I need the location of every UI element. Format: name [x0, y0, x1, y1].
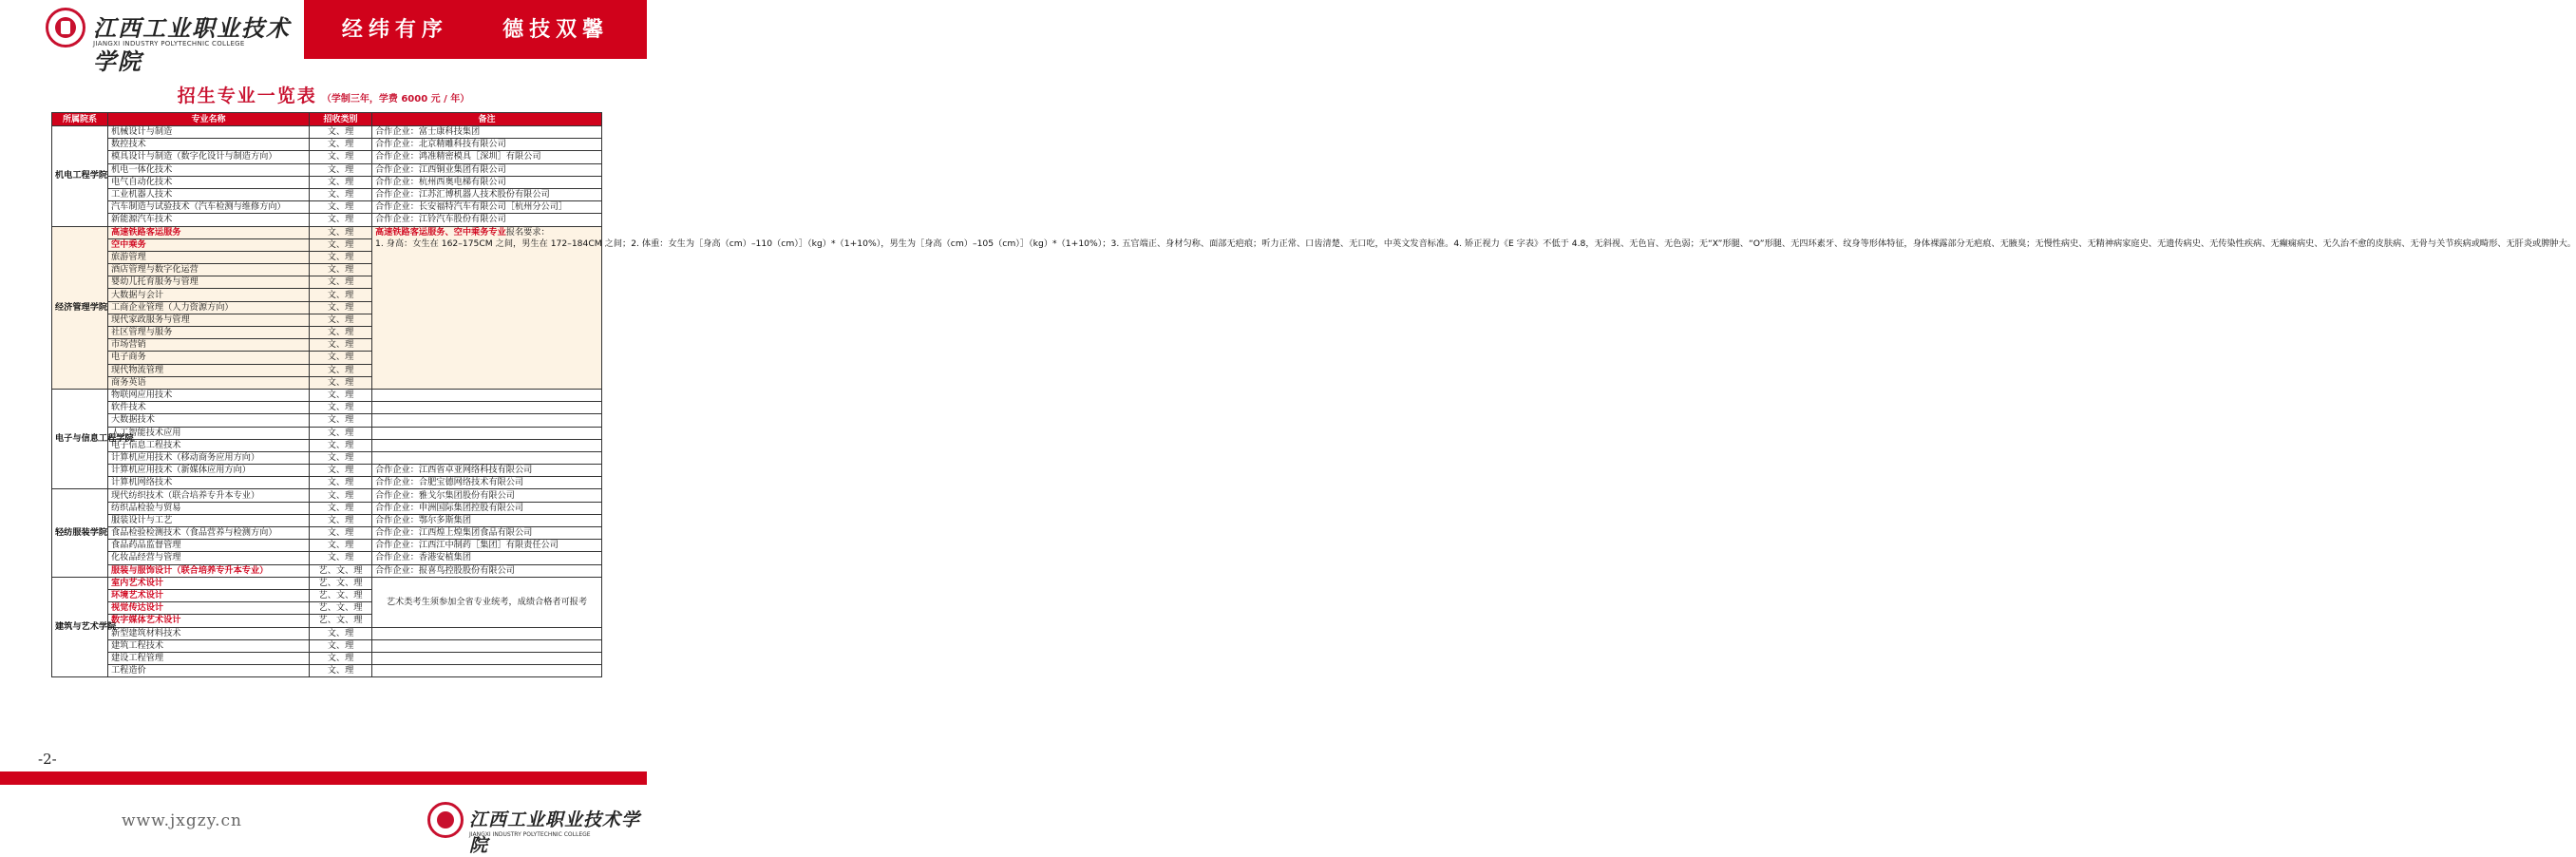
major-name: 软件技术 — [108, 402, 310, 414]
page-header — [0, 0, 647, 75]
major-name: 酒店管理与数字化运营 — [108, 264, 310, 276]
major-name: 商务英语 — [108, 376, 310, 389]
slogan-right: 德技双馨 — [502, 17, 610, 42]
table-row — [52, 627, 602, 639]
major-name: 现代家政服务与管理 — [108, 314, 310, 326]
department-cell: 轻纺服装学院 — [52, 489, 108, 577]
table-row — [52, 214, 602, 226]
table-row — [52, 540, 602, 552]
major-name: 人工智能技术应用 — [108, 427, 310, 439]
major-name: 现代物流管理 — [108, 364, 310, 376]
admission-type: 艺、文、理 — [310, 602, 372, 615]
page-title — [0, 82, 647, 107]
major-name: 机电一体化技术 — [108, 163, 310, 176]
note-cell — [372, 639, 602, 652]
majors-table — [51, 112, 2576, 677]
table-header-row — [52, 113, 602, 126]
website-link[interactable]: www.jxgzy.cn — [122, 811, 242, 830]
admission-type: 文、理 — [310, 427, 372, 439]
table-row — [52, 439, 602, 451]
admission-type: 文、理 — [310, 339, 372, 352]
major-name: 电子商务 — [108, 352, 310, 364]
major-name: 市场营销 — [108, 339, 310, 352]
admission-type: 文、理 — [310, 489, 372, 502]
col-header-type: 招收类别 — [310, 113, 372, 126]
major-name: 大数据与会计 — [108, 289, 310, 301]
table-row — [52, 414, 602, 427]
admission-type: 文、理 — [310, 352, 372, 364]
department-cell: 电子与信息工程学院 — [52, 389, 108, 489]
col-header-department: 所属院系 — [52, 113, 108, 126]
major-name: 模具设计与制造（数字化设计与制造方向） — [108, 151, 310, 163]
admission-type: 文、理 — [310, 276, 372, 289]
table-row — [52, 527, 602, 540]
requirements-lead: 高速铁路客运服务、空中乘务专业 — [375, 226, 506, 238]
partner-note: 合作企业：雅戈尔集团股份有限公司 — [372, 489, 602, 502]
admission-type: 文、理 — [310, 188, 372, 200]
table-row — [52, 176, 602, 188]
admission-type: 文、理 — [310, 301, 372, 314]
page-number: -2- — [38, 751, 57, 768]
major-name: 化妆品经营与管理 — [108, 552, 310, 564]
admission-type: 文、理 — [310, 201, 372, 214]
footer-red-bar — [0, 771, 647, 785]
major-name: 现代纺织技术（联合培养专升本专业） — [108, 489, 310, 502]
major-name: 机械设计与制造 — [108, 126, 310, 139]
table-row — [52, 201, 602, 214]
partner-note: 合作企业：鄂尔多斯集团 — [372, 514, 602, 526]
table-row — [52, 188, 602, 200]
partner-note — [372, 402, 602, 414]
table-row — [52, 564, 602, 577]
major-name: 社区管理与服务 — [108, 327, 310, 339]
admission-type: 文、理 — [310, 214, 372, 226]
major-name: 电子信息工程技术 — [108, 439, 310, 451]
major-name: 物联网应用技术 — [108, 389, 310, 401]
slogan — [304, 13, 647, 43]
partner-note — [372, 389, 602, 401]
partner-note: 合作企业：香港安植集团 — [372, 552, 602, 564]
table-row — [52, 577, 602, 589]
table-row — [52, 652, 602, 664]
admission-type: 文、理 — [310, 264, 372, 276]
major-name: 婴幼儿托育服务与管理 — [108, 276, 310, 289]
department-cell: 建筑与艺术学院 — [52, 577, 108, 677]
admission-type: 艺、文、理 — [310, 564, 372, 577]
admission-type: 文、理 — [310, 652, 372, 664]
major-name: 纺织品检验与贸易 — [108, 502, 310, 514]
partner-note — [372, 414, 602, 427]
partner-note: 合作企业：江西省卓亚网络科技有限公司 — [372, 465, 602, 477]
footer-school-name-cn: 江西工业职业技术学院 — [469, 809, 641, 856]
table-row — [52, 552, 602, 564]
partner-note: 合作企业：江铃汽车股份有限公司 — [372, 214, 602, 226]
table-row — [52, 126, 602, 139]
table-row — [52, 477, 602, 489]
partner-note — [372, 439, 602, 451]
admission-type: 文、理 — [310, 402, 372, 414]
department-cell: 机电工程学院 — [52, 126, 108, 227]
major-name: 服装设计与工艺 — [108, 514, 310, 526]
major-name: 建筑工程技术 — [108, 639, 310, 652]
admission-type: 艺、文、理 — [310, 615, 372, 627]
partner-note: 合作企业：江苏汇博机器人技术股份有限公司 — [372, 188, 602, 200]
partner-note: 合作企业：江西铜业集团有限公司 — [372, 163, 602, 176]
admission-type: 文、理 — [310, 176, 372, 188]
table-row — [52, 139, 602, 151]
admission-type: 文、理 — [310, 665, 372, 677]
table-row — [52, 514, 602, 526]
partner-note: 合作企业：申洲国际集团控股有限公司 — [372, 502, 602, 514]
major-name: 空中乘务 — [108, 238, 310, 251]
partner-note: 合作企业：江西煌上煌集团食品有限公司 — [372, 527, 602, 540]
major-name: 环境艺术设计 — [108, 589, 310, 601]
major-name: 旅游管理 — [108, 251, 310, 263]
major-name: 新型建筑材料技术 — [108, 627, 310, 639]
admission-type: 文、理 — [310, 126, 372, 139]
partner-note: 合作企业：长安福特汽车有限公司［杭州分公司］ — [372, 201, 602, 214]
logo-area — [0, 0, 304, 75]
partner-note — [372, 427, 602, 439]
table-row — [52, 427, 602, 439]
admission-type: 文、理 — [310, 414, 372, 427]
partner-note: 合作企业：鸿准精密模具［深圳］有限公司 — [372, 151, 602, 163]
admission-type: 文、理 — [310, 514, 372, 526]
note-cell — [372, 627, 602, 639]
major-name: 计算机应用技术（新媒体应用方向） — [108, 465, 310, 477]
partner-note: 合作企业：北京精雕科技有限公司 — [372, 139, 602, 151]
slogan-left: 经纬有序 — [341, 17, 448, 42]
major-name: 建设工程管理 — [108, 652, 310, 664]
major-name: 室内艺术设计 — [108, 577, 310, 589]
requirements-note — [372, 226, 2576, 389]
table-row — [52, 402, 602, 414]
major-name: 食品检验检测技术（食品营养与检测方向） — [108, 527, 310, 540]
admission-type: 艺、文、理 — [310, 589, 372, 601]
admission-type: 文、理 — [310, 639, 372, 652]
table-row — [52, 151, 602, 163]
major-name: 工商企业管理（人力资源方向） — [108, 301, 310, 314]
school-name-en: JIANGXI INDUSTRY POLYTECHNIC COLLEGE — [93, 40, 245, 48]
major-name: 数字媒体艺术设计 — [108, 615, 310, 627]
admission-type: 文、理 — [310, 151, 372, 163]
table-row — [52, 489, 602, 502]
partner-note: 合作企业：江西江中制药［集团］有限责任公司 — [372, 540, 602, 552]
school-seal-icon — [46, 8, 85, 48]
major-name: 计算机网络技术 — [108, 477, 310, 489]
major-name: 食品药品监督管理 — [108, 540, 310, 552]
admission-type: 文、理 — [310, 540, 372, 552]
partner-note: 合作企业：杭州西奥电梯有限公司 — [372, 176, 602, 188]
major-name: 视觉传达设计 — [108, 602, 310, 615]
table-row — [52, 451, 602, 464]
note-cell — [372, 665, 602, 677]
footer-school-name-en: JIANGXI INDUSTRY POLYTECHNIC COLLEGE — [469, 831, 591, 838]
title-sub: （学制三年，学费 6000 元 / 年） — [321, 94, 470, 105]
admission-type: 文、理 — [310, 627, 372, 639]
admission-type: 文、理 — [310, 289, 372, 301]
requirements-lead-tail: 报名要求： — [505, 226, 550, 238]
col-header-major: 专业名称 — [108, 113, 310, 126]
table-row — [52, 465, 602, 477]
admission-type: 文、理 — [310, 465, 372, 477]
table-row — [52, 502, 602, 514]
major-name: 新能源汽车技术 — [108, 214, 310, 226]
partner-note: 合作企业：报喜鸟控股股份有限公司 — [372, 564, 602, 577]
major-name: 计算机应用技术（移动商务应用方向） — [108, 451, 310, 464]
partner-note: 合作企业：富士康科技集团 — [372, 126, 602, 139]
admission-type: 文、理 — [310, 238, 372, 251]
major-name: 高速铁路客运服务 — [108, 226, 310, 238]
major-name: 大数据技术 — [108, 414, 310, 427]
table-row — [52, 163, 602, 176]
admission-type: 文、理 — [310, 327, 372, 339]
major-name: 服装与服饰设计（联合培养专升本专业） — [108, 564, 310, 577]
admission-type: 文、理 — [310, 163, 372, 176]
footer-seal-icon — [427, 802, 464, 838]
school-name-cn: 江西工业职业技术学院 — [93, 14, 291, 75]
admission-type: 文、理 — [310, 226, 372, 238]
admission-type: 文、理 — [310, 139, 372, 151]
admission-type: 文、理 — [310, 502, 372, 514]
note-cell — [372, 652, 602, 664]
table-row — [52, 389, 602, 401]
admission-type: 文、理 — [310, 364, 372, 376]
art-note: 艺术类考生须参加全省专业统考，成绩合格者可报考 — [372, 577, 602, 627]
major-name: 电气自动化技术 — [108, 176, 310, 188]
admission-type: 文、理 — [310, 451, 372, 464]
partner-note: 合作企业：合肥宝德网络技术有限公司 — [372, 477, 602, 489]
admission-type: 文、理 — [310, 389, 372, 401]
major-name: 汽车制造与试验技术（汽车检测与维修方向） — [108, 201, 310, 214]
admission-type: 文、理 — [310, 477, 372, 489]
admission-type: 文、理 — [310, 251, 372, 263]
title-main: 招生专业一览表 — [177, 86, 317, 106]
major-name: 工业机器人技术 — [108, 188, 310, 200]
admission-type: 文、理 — [310, 527, 372, 540]
slogan-bar — [304, 0, 647, 59]
major-name: 数控技术 — [108, 139, 310, 151]
partner-note — [372, 451, 602, 464]
table-row — [52, 639, 602, 652]
major-name: 工程造价 — [108, 665, 310, 677]
admission-type: 文、理 — [310, 552, 372, 564]
requirements-text: 1. 身高：女生在 162–175CM 之间，男生在 172–184CM 之间；2. 体重：女生为［身高（cm）–110（cm）］（kg）*（1+10%），男生为［身高（cm）–105（cm）］（kg）*（1+10%）；3. 五官端正、身材匀称、面部无疤痕；听力正常、口齿清楚、无口吃，中英文发音标准。4. 矫正视力《E 字表》不低于 4.8，无斜视、无色盲、无色弱；无“X”形腿、“O”形腿、无四环素牙、纹身等形体特征，身体裸露部分无疤痕、无腋臭；无慢性病史、无精神病家庭史、无遗传病史、无传染性疾病、无癫痫病史、无久治不愈的皮肤病、无骨与关节疾病或畸形、无肝炎或脾肿大。 — [375, 238, 2576, 249]
admission-type: 文、理 — [310, 376, 372, 389]
department-cell: 经济管理学院 — [52, 226, 108, 389]
admission-type: 文、理 — [310, 439, 372, 451]
table-row — [52, 665, 602, 677]
table-row — [52, 226, 602, 238]
admission-type: 文、理 — [310, 314, 372, 326]
admission-type: 艺、文、理 — [310, 577, 372, 589]
col-header-note: 备注 — [372, 113, 602, 126]
